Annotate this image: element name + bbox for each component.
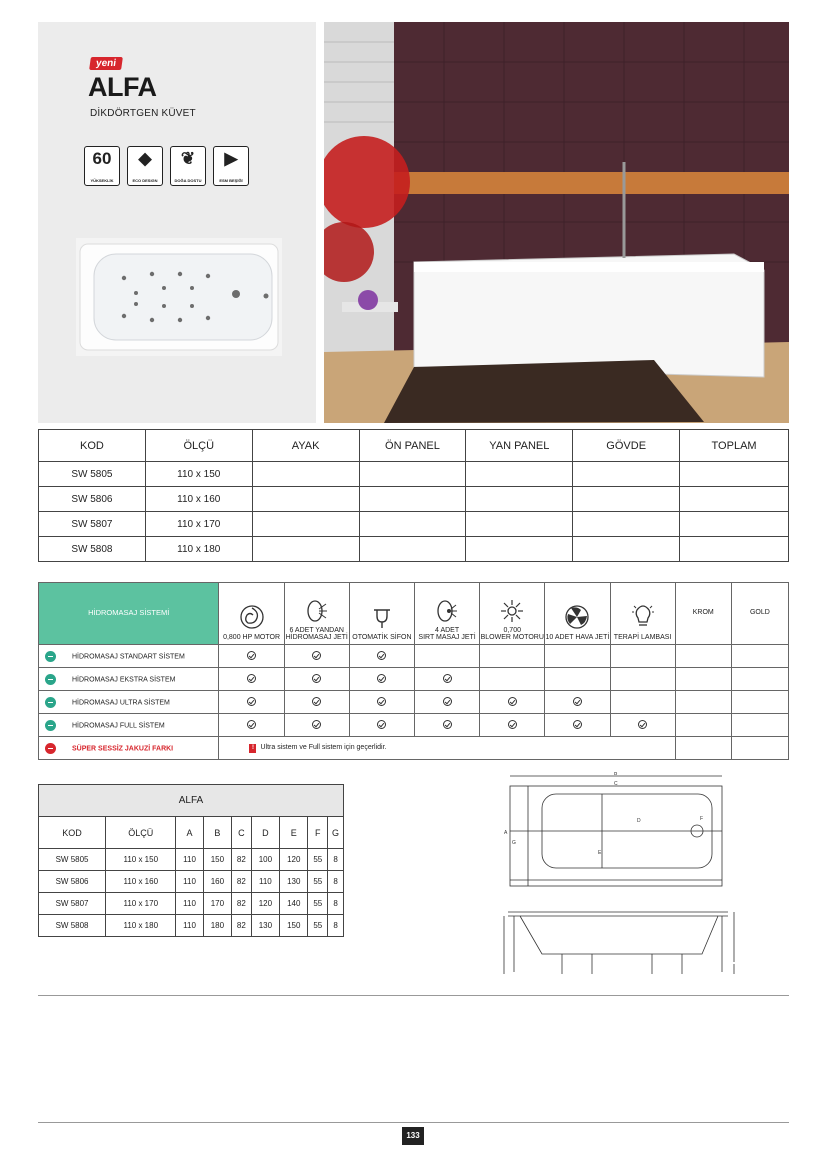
- table-row: [39, 714, 789, 737]
- table-cell: 120: [280, 849, 308, 871]
- therapy-lamp-icon: [631, 604, 655, 630]
- table-cell: SW 5805: [39, 849, 106, 871]
- silent-label: SÜPER SESSİZ JAKUZİ FARKI: [72, 744, 174, 752]
- feature-cell: [349, 645, 414, 668]
- feature-cell: [545, 691, 610, 714]
- check-icon: [508, 720, 517, 729]
- col-header: ÖLÇÜ: [106, 817, 176, 849]
- table-cell: 110 x 180: [106, 915, 176, 937]
- feature-caption: ESM BEŞİĞİ: [219, 178, 243, 183]
- table-header-row: [39, 430, 789, 462]
- divider: [38, 1122, 789, 1123]
- table-row: [39, 537, 789, 562]
- red-dot-icon: [45, 743, 56, 754]
- col-header: B: [203, 817, 231, 849]
- feature-cell: [284, 645, 349, 668]
- table-row: [39, 871, 344, 893]
- drawing-label-b: B: [614, 772, 618, 777]
- tub-top-view-photo: [76, 238, 282, 356]
- feature-line2: HİDROMASAJ JETİ: [285, 634, 348, 641]
- table-cell: 55: [308, 849, 328, 871]
- dimension-table-title: ALFA: [39, 785, 344, 817]
- table-cell: 8: [328, 893, 344, 915]
- check-icon: [443, 697, 452, 706]
- row-label: [39, 737, 219, 760]
- feature-cell: [610, 668, 675, 691]
- table-cell: 130: [280, 871, 308, 893]
- table-cell: 130: [251, 915, 279, 937]
- table-cell: 110 x 160: [106, 871, 176, 893]
- feature-caption: YÜKSEKLİK: [90, 178, 114, 183]
- feature-cell: [480, 668, 545, 691]
- table-cell: 55: [308, 893, 328, 915]
- table-cell: 8: [328, 871, 344, 893]
- silent-note-text: Ultra sistem ve Full sistem için geçerlidir.: [260, 743, 387, 751]
- blower-icon: [500, 599, 524, 623]
- tub-top-drawing: [502, 772, 728, 890]
- height-60-icon: [84, 146, 120, 186]
- table-header-row: [39, 817, 344, 849]
- check-icon: [247, 697, 256, 706]
- feature-line2: SIRT MASAJ JETİ: [418, 634, 476, 641]
- col-header: AYAK: [252, 430, 359, 462]
- col-header: D: [251, 817, 279, 849]
- esm-icon: [213, 146, 249, 186]
- check-icon: [247, 651, 256, 660]
- col-header: E: [280, 817, 308, 849]
- col-header: KOD: [39, 817, 106, 849]
- check-icon: [312, 674, 321, 683]
- feature-line2: 10 ADET HAVA JETİ: [545, 634, 610, 641]
- feature-cell: [480, 714, 545, 737]
- check-icon: [247, 674, 256, 683]
- system-dot-icon: [45, 651, 56, 662]
- feature-cell: [414, 714, 479, 737]
- feature-header: [349, 583, 414, 645]
- feature-header: [219, 583, 284, 645]
- new-badge: yeni: [89, 57, 123, 70]
- table-cell: 110: [176, 893, 203, 915]
- check-icon: [573, 697, 582, 706]
- feature-cell: [284, 691, 349, 714]
- side-jet-icon: [305, 599, 329, 623]
- table-cell: 180: [203, 915, 231, 937]
- table-cell: 140: [280, 893, 308, 915]
- bathroom-photo: [324, 22, 789, 423]
- check-icon: [247, 720, 256, 729]
- row-label: [39, 668, 219, 691]
- dimension-table: [38, 784, 344, 937]
- feature-cell: [219, 691, 284, 714]
- feature-cell: [610, 645, 675, 668]
- col-header: GOLD: [731, 583, 788, 645]
- table-cell: 110: [176, 849, 203, 871]
- table-row: [39, 668, 789, 691]
- row-label: [39, 691, 219, 714]
- feature-glyph: 60: [92, 149, 112, 168]
- page-number: 133: [402, 1127, 424, 1145]
- col-header: YAN PANEL: [466, 430, 573, 462]
- table-cell: 82: [232, 893, 252, 915]
- feature-cell: [480, 691, 545, 714]
- feature-cell: [284, 714, 349, 737]
- feature-caption: DOĞA DOSTU: [174, 178, 202, 183]
- table-row: [39, 893, 344, 915]
- feature-line2: 0,800 HP MOTOR: [223, 634, 281, 641]
- hydromassage-title: HİDROMASAJ SİSTEMİ: [39, 583, 219, 645]
- table-header-row: [39, 583, 789, 645]
- feature-line2: OTOMATİK SİFON: [352, 634, 412, 641]
- feature-cell: [414, 645, 479, 668]
- feature-glyph: ❦: [180, 149, 196, 168]
- feature-glyph: ▶: [224, 149, 238, 168]
- size-cell: 110 x 150: [145, 462, 252, 487]
- code-cell: SW 5808: [39, 537, 146, 562]
- system-name: HİDROMASAJ FULL SİSTEM: [72, 721, 165, 729]
- col-header: KOD: [39, 430, 146, 462]
- feature-header: [414, 583, 479, 645]
- system-dot-icon: [45, 674, 56, 685]
- check-icon: [377, 697, 386, 706]
- table-cell: 82: [232, 915, 252, 937]
- feature-glyph: ◆: [138, 149, 152, 168]
- feature-line1: 6 ADET YANDAN: [289, 627, 344, 634]
- table-cell: 110: [251, 871, 279, 893]
- col-header: F: [308, 817, 328, 849]
- drawing-label-f: F: [700, 816, 704, 822]
- system-name: HİDROMASAJ ULTRA SİSTEM: [72, 698, 170, 706]
- product-title: ALFA: [88, 72, 157, 102]
- col-header: ÖN PANEL: [359, 430, 466, 462]
- feature-line1: 0,700: [503, 627, 521, 634]
- system-name: HİDROMASAJ STANDART SİSTEM: [72, 652, 185, 660]
- drawing-label-g: G: [512, 840, 516, 846]
- col-header: G: [328, 817, 344, 849]
- check-icon: [312, 720, 321, 729]
- col-header: TOPLAM: [680, 430, 789, 462]
- table-cell: SW 5807: [39, 893, 106, 915]
- divider: [38, 995, 789, 996]
- product-info-panel: [38, 22, 316, 423]
- row-label: [39, 645, 219, 668]
- table-row: [39, 487, 789, 512]
- table-row: [39, 849, 344, 871]
- check-icon: [638, 720, 647, 729]
- siphon-icon: [370, 606, 394, 630]
- feature-cell: [610, 714, 675, 737]
- feature-cell: [610, 691, 675, 714]
- silent-jacuzzi-row: [39, 737, 789, 760]
- table-cell: 8: [328, 849, 344, 871]
- table-row: [39, 691, 789, 714]
- drawing-label-c: C: [614, 781, 618, 787]
- size-cell: 110 x 170: [145, 512, 252, 537]
- table-cell: 110 x 150: [106, 849, 176, 871]
- feature-cell: [284, 668, 349, 691]
- check-icon: [312, 697, 321, 706]
- feature-cell: [545, 668, 610, 691]
- size-cell: 110 x 160: [145, 487, 252, 512]
- feature-cell: [349, 714, 414, 737]
- table-cell: 82: [232, 871, 252, 893]
- price-table: [38, 429, 789, 562]
- feature-cell: [219, 668, 284, 691]
- feature-cell: [480, 645, 545, 668]
- table-cell: 120: [251, 893, 279, 915]
- col-header: A: [176, 817, 203, 849]
- code-cell: SW 5807: [39, 512, 146, 537]
- tub-side-drawing: [502, 902, 738, 982]
- row-label: [39, 714, 219, 737]
- feature-cell: [219, 645, 284, 668]
- table-row: [39, 512, 789, 537]
- table-cell: 110: [176, 915, 203, 937]
- drawing-label-a: A: [504, 830, 508, 836]
- check-icon: [508, 697, 517, 706]
- system-dot-icon: [45, 720, 56, 731]
- check-icon: [443, 720, 452, 729]
- feature-cell: [414, 668, 479, 691]
- system-name: HİDROMASAJ EKSTRA SİSTEM: [72, 675, 176, 683]
- feature-header: [545, 583, 610, 645]
- table-cell: 55: [308, 915, 328, 937]
- col-header: C: [232, 817, 252, 849]
- drawing-label-d: D: [637, 818, 641, 824]
- table-cell: 8: [328, 915, 344, 937]
- table-row: [39, 462, 789, 487]
- table-row: [39, 645, 789, 668]
- eco-design-icon: [127, 146, 163, 186]
- table-cell: SW 5806: [39, 871, 106, 893]
- check-icon: [573, 720, 582, 729]
- hydromassage-table: [38, 582, 789, 760]
- check-icon: [377, 720, 386, 729]
- table-row: [39, 915, 344, 937]
- table-cell: 150: [203, 849, 231, 871]
- feature-cell: [414, 691, 479, 714]
- feature-line1: 4 ADET: [435, 627, 460, 634]
- back-jet-icon: [435, 599, 459, 623]
- feature-cell: [349, 668, 414, 691]
- table-cell: 150: [280, 915, 308, 937]
- feature-cell: [545, 645, 610, 668]
- feature-line2: TERAPİ LAMBASI: [613, 634, 672, 641]
- col-header: ÖLÇÜ: [145, 430, 252, 462]
- table-cell: SW 5808: [39, 915, 106, 937]
- feature-cell: [545, 714, 610, 737]
- warning-icon: !: [249, 744, 256, 753]
- eco-leaf-icon: [170, 146, 206, 186]
- table-cell: 100: [251, 849, 279, 871]
- col-header: KROM: [675, 583, 731, 645]
- size-cell: 110 x 180: [145, 537, 252, 562]
- product-subtitle: DİKDÖRTGEN KÜVET: [90, 108, 196, 119]
- check-icon: [377, 651, 386, 660]
- feature-line2: BLOWER MOTORU: [480, 634, 544, 641]
- feature-cell: [349, 691, 414, 714]
- feature-header: [284, 583, 349, 645]
- feature-cell: [219, 714, 284, 737]
- check-icon: [377, 674, 386, 683]
- table-cell: 110 x 170: [106, 893, 176, 915]
- feature-header: [480, 583, 545, 645]
- check-icon: [312, 651, 321, 660]
- feature-caption: ECO DESIGN: [132, 178, 158, 183]
- table-cell: 170: [203, 893, 231, 915]
- drawing-label-e: E: [598, 850, 602, 856]
- code-cell: SW 5805: [39, 462, 146, 487]
- table-cell: 160: [203, 871, 231, 893]
- silent-note: [219, 737, 675, 760]
- table-cell: 82: [232, 849, 252, 871]
- feature-header: [610, 583, 675, 645]
- motor-icon: [239, 604, 265, 630]
- code-cell: SW 5806: [39, 487, 146, 512]
- table-cell: 55: [308, 871, 328, 893]
- table-cell: 110: [176, 871, 203, 893]
- col-header: GÖVDE: [573, 430, 680, 462]
- system-dot-icon: [45, 697, 56, 708]
- air-jet-icon: [563, 604, 591, 630]
- check-icon: [443, 674, 452, 683]
